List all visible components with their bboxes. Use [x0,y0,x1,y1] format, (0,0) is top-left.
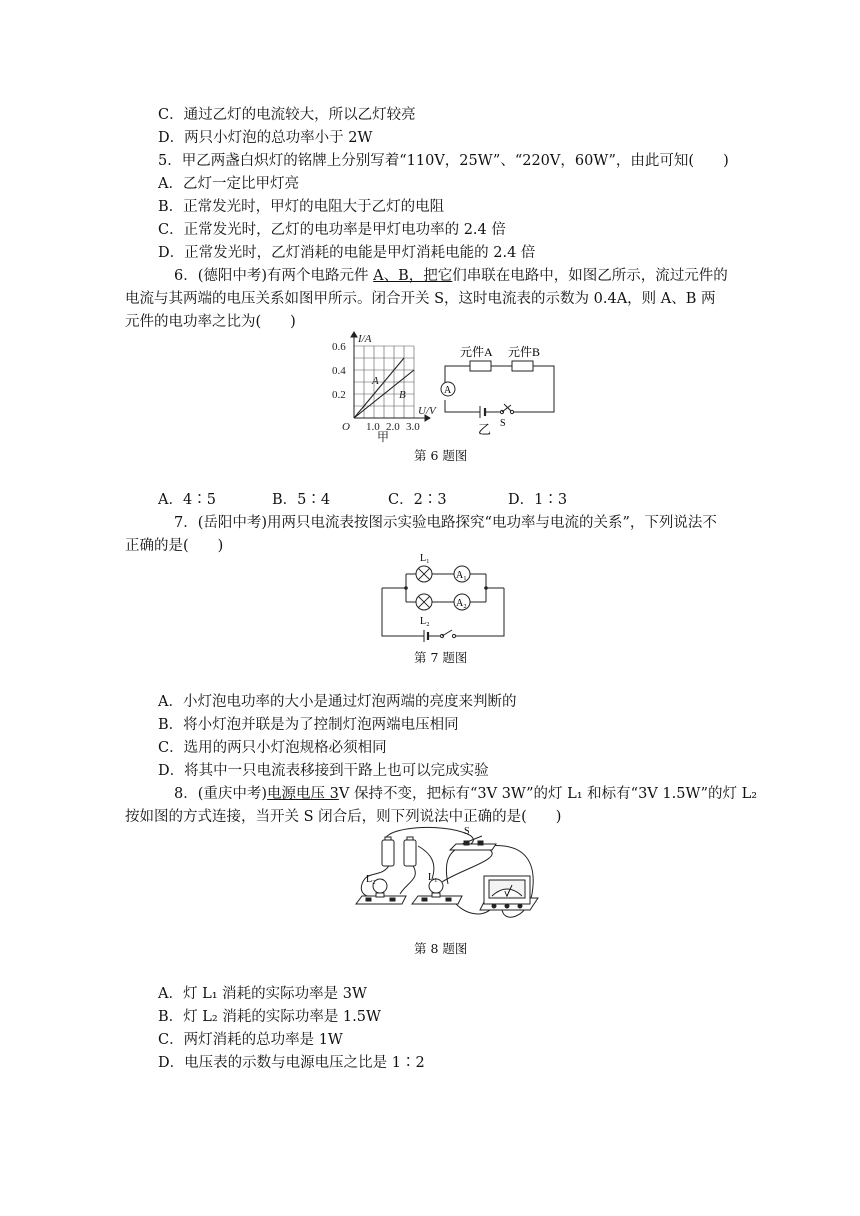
q8-stem-line-1 [174,784,757,804]
q7-stem-line-2: 正确的是( ) [125,538,224,554]
lamp-l2-label: L₂ [420,616,430,627]
q6-stem-line-3: 元件的电功率之比为( ) [125,314,296,330]
series-label-a: A [372,375,379,387]
q7-option-d: D．将其中一只电流表移接到干路上也可以完成实验 [158,763,489,779]
x-tick-label: 1.0 [366,421,380,433]
y-axis-label: I/A [358,333,372,345]
q6-i-u-graph [320,333,440,440]
q6-circuit [440,342,565,440]
ammeter-label: A [444,385,452,396]
q7-stem-line-1: 7．(岳阳中考)用两只电流表按图示实验电路探究“电功率与电流的关系”，下列说法不 [174,515,717,531]
q5-option-b: B．正常发光时，甲灯的电阻大于乙灯的电阻 [158,199,445,215]
origin-label: O [342,421,350,433]
x-tick-label: 3.0 [406,421,420,433]
x-axis-label: U/V [418,405,436,417]
lamp-l2-icon [356,879,406,904]
q5-option-c: C．正常发光时，乙灯的电功率是甲灯电功率的 2.4 倍 [158,222,506,238]
x-tick-label: 2.0 [386,421,400,433]
ammeter-a1-label: A₁ [456,570,467,581]
y-tick-label: 0.4 [332,365,346,377]
lamp-l2-label: L₂ [366,874,376,885]
q6-option-c: C．2∶3 [388,492,447,508]
q4-option-c: C．通过乙灯的电流较大，所以乙灯较亮 [158,107,416,123]
q6-stem-1c: 们串联在电路中，如图乙所示，流过元件的 [452,268,728,284]
q8-option-b: B．灯 L₂ 消耗的实际功率是 1.5W [158,1009,381,1025]
lamp-l1-label: L₁ [428,872,438,883]
q4-option-d: D．两只小灯泡的总功率小于 2W [158,130,373,146]
q6-option-a: A．4∶5 [158,492,216,508]
q8-option-c: C．两灯消耗的总功率是 1W [158,1032,343,1048]
q6-option-b: B．5∶4 [272,492,331,508]
q8-option-d: D．电压表的示数与电源电压之比是 1∶2 [158,1055,425,1071]
q7-option-a: A．小灯泡电功率的大小是通过灯泡两端的亮度来判断的 [158,694,517,710]
q7-figure-caption: 第 7 题图 [414,650,468,665]
q8-stem-1a: 8．(重庆中考) [174,786,268,802]
q6-stem-1b: A、B，把它 [373,268,453,284]
q7-option-b: B．将小灯泡并联是为了控制灯泡两端电压相同 [158,717,459,733]
q8-option-a: A．灯 L₁ 消耗的实际功率是 3W [158,986,367,1002]
q8-stem-1b: 电源电压 3 [267,786,339,802]
q5-option-d: D．正常发光时，乙灯消耗的电能是甲灯消耗电能的 2.4 倍 [158,245,536,261]
q6-option-d: D．1∶3 [508,492,568,508]
y-tick-label: 0.6 [332,341,346,353]
element-b-resistor [512,361,533,371]
switch-label: S [464,826,470,837]
q5-option-a: A．乙灯一定比甲灯亮 [158,176,299,192]
element-a-resistor [470,361,491,371]
q6-stem-line-1 [174,266,728,286]
series-label-b: B [399,389,406,401]
q6-graph-name: 甲 [377,430,390,444]
y-tick-label: 0.2 [332,389,346,401]
q8-apparatus-figure [352,824,552,936]
q6-figure-caption: 第 6 题图 [414,448,468,463]
y-axis-arrow-icon [351,332,357,337]
lamp-l2-icon [416,594,432,610]
series-line-a [354,358,404,418]
element-b-label: 元件B [508,345,541,359]
q6-stem-line-2: 电流与其两端的电压关系如图甲所示。闭合开关 S，这时电流表的示数为 0.4A，则 A、B 两 [125,291,716,307]
q8-stem-1c: V 保持不变，把标有“3V 3W”的灯 L₁ 和标有“3V 1.5W”的灯 L₂ [338,786,758,802]
battery-icon [382,837,416,866]
switch-label: S [500,418,506,429]
q6-stem-1a: 6．(德阳中考)有两个电路元件 [174,268,374,284]
q8-stem-line-2: 按如图的方式连接，当开关 S 闭合后，则下列说法中正确的是( ) [125,809,562,825]
circuit-name: 乙 [478,422,492,437]
lamp-l1-label: L₁ [420,553,430,564]
voltmeter-label: V [504,890,510,899]
q7-option-c: C．选用的两只小灯泡规格必须相同 [158,740,387,756]
q8-figure-caption: 第 8 题图 [414,941,468,956]
q5-stem: 5．甲乙两盏白炽灯的铭牌上分别写着“110V，25W”、“220V，60W”，由此可知( ) [158,153,729,169]
q7-circuit [378,550,508,646]
ammeter-a2-label: A₂ [456,598,467,609]
element-a-label: 元件A [460,345,493,359]
lamp-l1-icon [416,566,432,582]
